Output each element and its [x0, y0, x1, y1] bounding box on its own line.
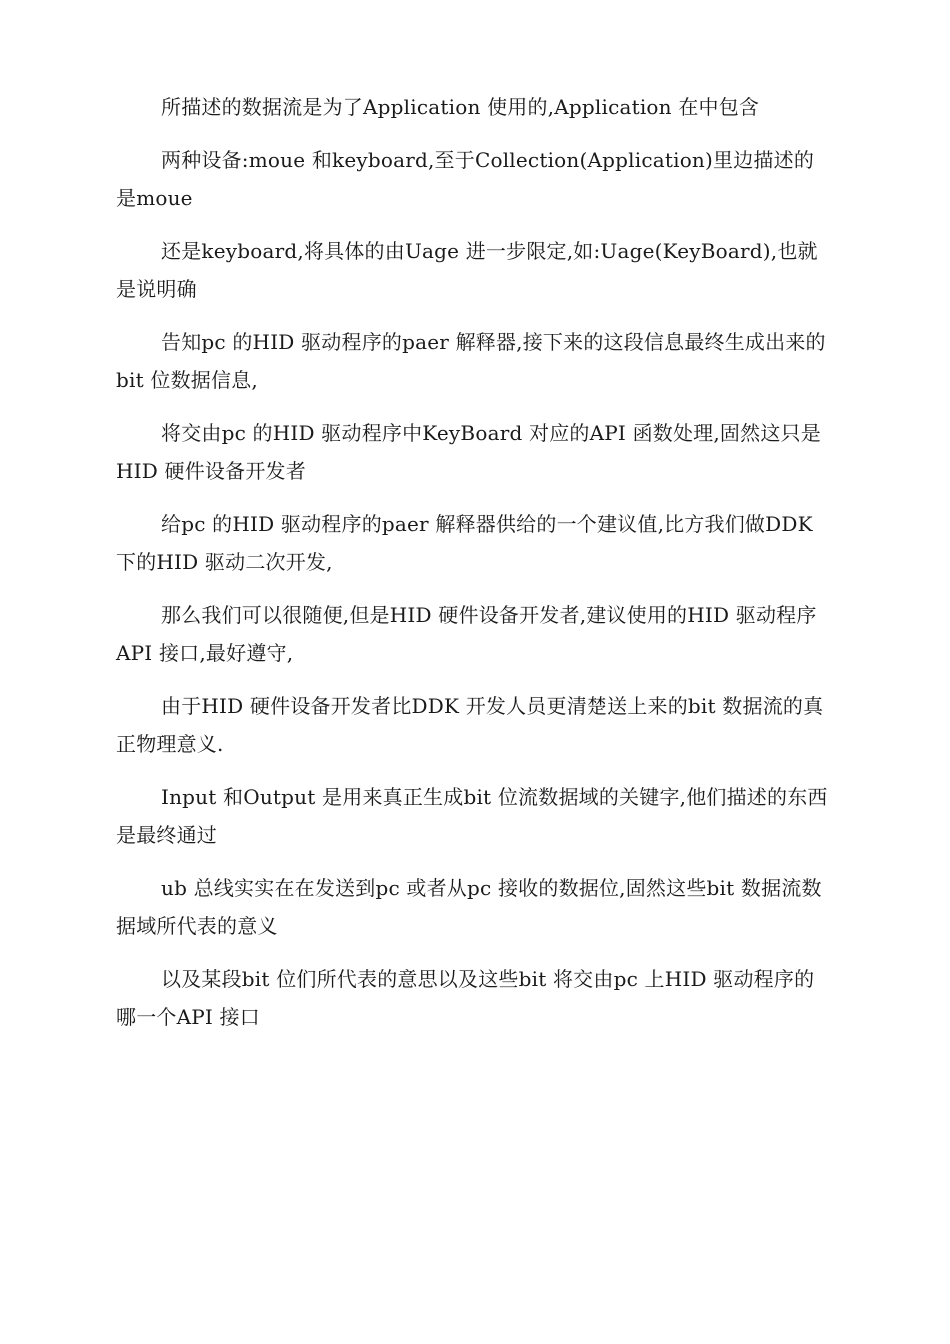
- document-body: [116, 88, 828, 1051]
- paragraph-3: 还是keyboard,将具体的由Uage 进一步限定,如:Uage(KeyBoard),也就是说明确: [116, 239, 818, 301]
- paragraph-8: 由于HID 硬件设备开发者比DDK 开发人员更清楚送上来的bit 数据流的真正物理意义.: [116, 694, 824, 756]
- paragraph-2: 两种设备:moue 和keyboard,至于Collection(Application)里边描述的是moue: [116, 148, 815, 210]
- paragraph-9: Input 和Output 是用来真正生成bit 位流数据域的关键字,他们描述的东西是最终通过: [116, 785, 828, 847]
- paragraph-10: ub 总线实实在在发送到pc 或者从pc 接收的数据位,固然这些bit 数据流数据域所代表的意义: [116, 876, 822, 938]
- paragraph-11: 以及某段bit 位们所代表的意思以及这些bit 将交由pc 上HID 驱动程序的哪一个API 接口: [116, 967, 815, 1029]
- paragraph-1: 所描述的数据流是为了Application 使用的,Application 在中包含: [161, 95, 760, 119]
- paragraph-6: 给pc 的HID 驱动程序的paer 解释器供给的一个建议值,比方我们做DDK 下的HID 驱动二次开发,: [116, 512, 813, 574]
- paragraph-4: 告知pc 的HID 驱动程序的paer 解释器,接下来的这段信息最终生成出来的bit 位数据信息,: [116, 330, 826, 392]
- paragraph-5: 将交由pc 的HID 驱动程序中KeyBoard 对应的API 函数处理,固然这只是HID 硬件设备开发者: [116, 421, 821, 483]
- paragraph-7: 那么我们可以很随便,但是HID 硬件设备开发者,建议使用的HID 驱动程序API 接口,最好遵守,: [116, 603, 817, 665]
